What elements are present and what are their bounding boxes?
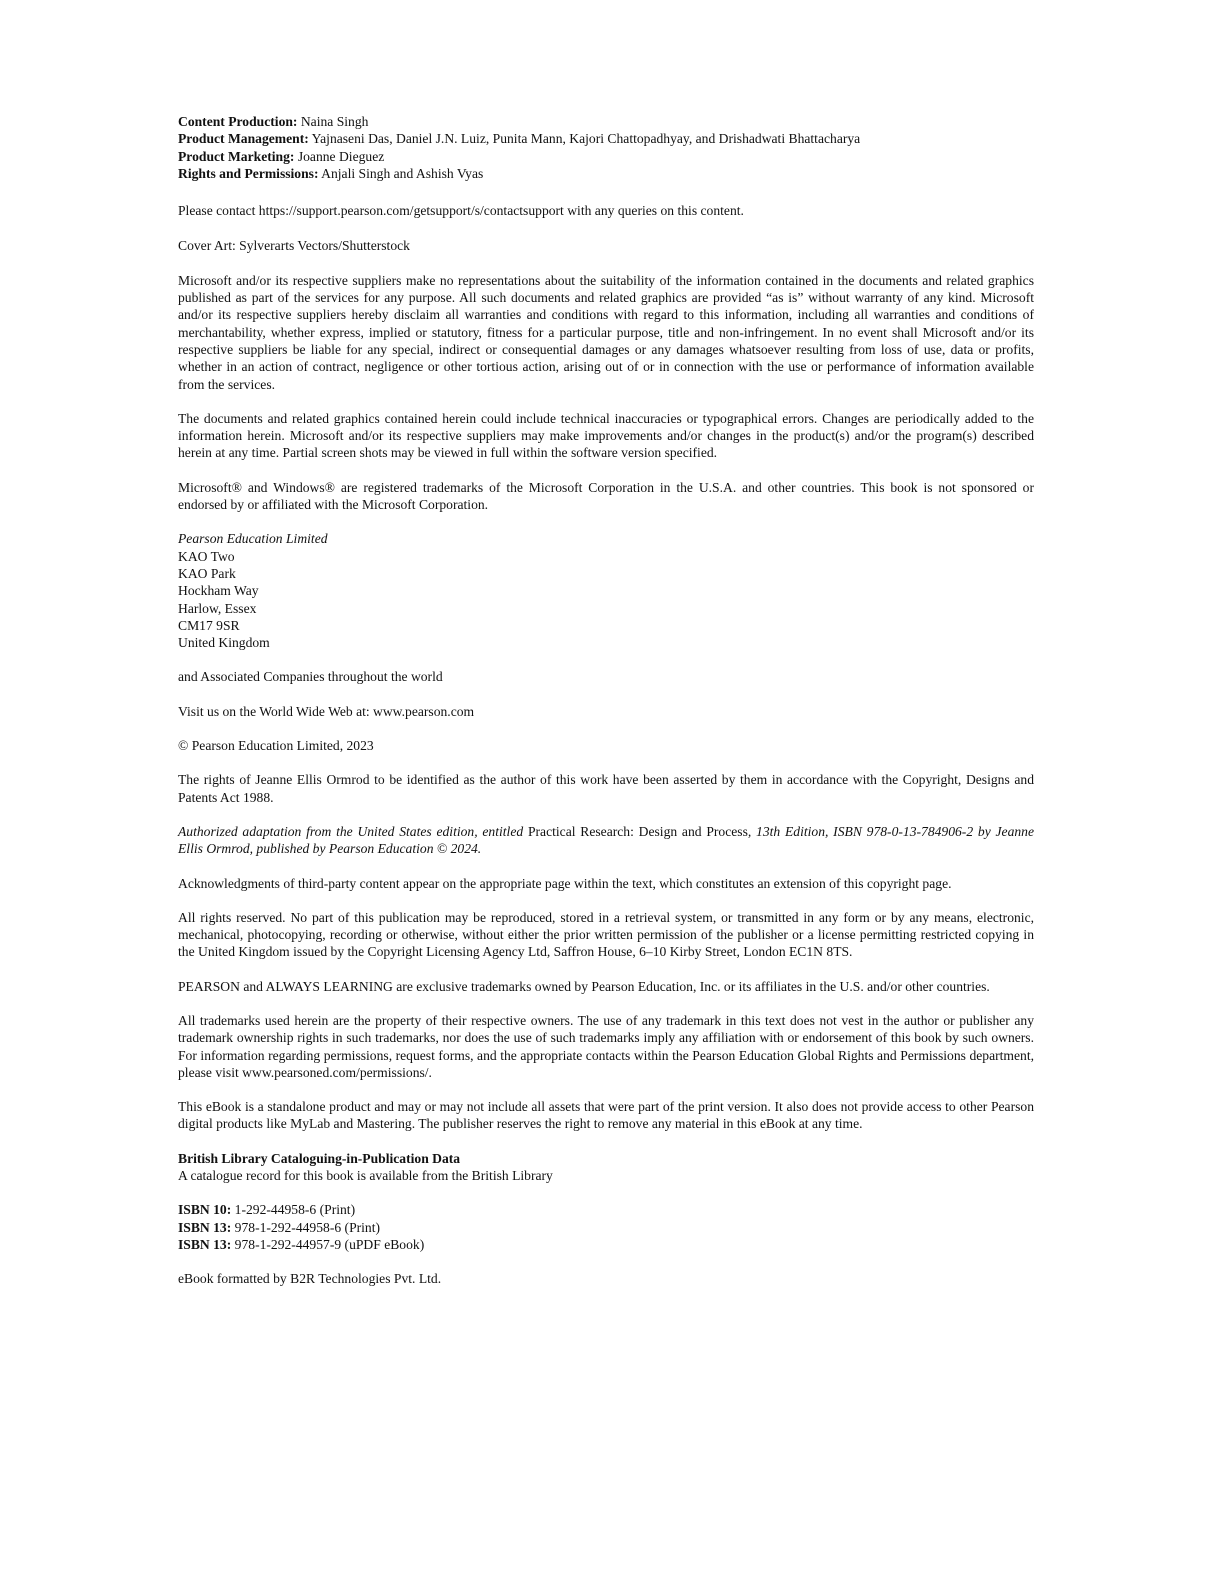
credit-label: Rights and Permissions:	[178, 165, 319, 181]
credit-value: Yajnaseni Das, Daniel J.N. Luiz, Punita Mann, Kajori Chattopadhyay, and Drishadwati Bhattacharya	[311, 131, 861, 147]
adaptation-suffix: , 13th Edition, ISBN 978-0-13-784906-2 by Jeanne Ellis Ormrod, published by Pearson Education © 2024.	[178, 823, 1034, 857]
address-line: Hockham Way	[178, 583, 259, 599]
credit-product-management	[178, 130, 1034, 147]
microsoft-trademarks-paragraph: Microsoft® and Windows® are registered trademarks of the Microsoft Corporation in the U.S.A. and other countries. This book is not sponsored or endorsed by or affiliated with the Microsoft Corporation.	[178, 479, 1034, 513]
address-line: United Kingdom	[178, 635, 270, 651]
isbn-label: ISBN 13:	[178, 1219, 232, 1235]
isbn-label: ISBN 10:	[178, 1202, 232, 1218]
author-rights-paragraph: The rights of Jeanne Ellis Ormrod to be identified as the author of this work have been asserted by them in accordance with the Copyright, Designs and Patents Act 1988.	[178, 772, 1034, 805]
credit-product-marketing	[178, 148, 1034, 165]
isbn-value: 1-292-44958-6 (Print)	[234, 1202, 356, 1218]
credit-label: Content Production:	[178, 114, 298, 129]
address-line: CM17 9SR	[178, 617, 240, 633]
acknowledgments-paragraph: Acknowledgments of third-party content appear on the appropriate page within the text, which constitutes an extension of this copyright page.	[178, 875, 952, 891]
isbn-value: 978-1-292-44958-6 (Print)	[234, 1219, 381, 1235]
adaptation-paragraph	[178, 823, 1034, 858]
credit-label: Product Management:	[178, 131, 309, 147]
formatted-by-line: eBook formatted by B2R Technologies Pvt. Ltd.	[178, 1271, 442, 1287]
copyright-line: © Pearson Education Limited, 2023	[178, 738, 374, 754]
publisher-address	[178, 530, 1034, 651]
microsoft-disclaimer-paragraph: Microsoft and/or its respective suppliers make no representations about the suitability of the information contained in the documents and related graphics published as part of the services for any purpose. All such documents and related graphics are provided “as is” without warranty of any kind. Microsoft and/or its respective suppliers hereby disclaim all warranties and conditions with regard to this information, including all warranties and conditions of merchantability, whether express, implied or statutory, fitness for a particular purpose, title and non-infringement. In no event shall Microsoft and/or its respective suppliers be liable for any special, indirect or consequential damages or any damages whatsoever resulting from loss of use, data or profits, whether in an action of contract, negligence or other tortious action, arising out of or in connection with the use or performance of information available from the services.	[178, 272, 1034, 392]
all-trademarks-paragraph: All trademarks used herein are the property of their respective owners. The use of any trademark in this text does not vest in the author or publisher any trademark ownership rights in such trademarks, nor does the use of such trademarks imply any affiliation with or endorsement of this book by such owners. For information regarding permissions, request forms, and the appropriate contacts within the Pearson Education Global Rights and Permissions department, please visit www.pearsoned.com/permissions/.	[178, 1012, 1034, 1080]
isbn-value: 978-1-292-44957-9 (uPDF eBook)	[234, 1236, 425, 1252]
address-line: Harlow, Essex	[178, 600, 257, 616]
isbn-block	[178, 1201, 1034, 1253]
address-line: KAO Two	[178, 548, 235, 564]
cip-text: A catalogue record for this book is available from the British Library	[178, 1168, 553, 1184]
associated-companies-line: and Associated Companies throughout the world	[178, 669, 443, 685]
isbn-line	[178, 1236, 1034, 1253]
cover-art-credit: Cover Art: Sylverarts Vectors/Shutterstock	[178, 238, 410, 254]
isbn-line	[178, 1201, 1034, 1218]
publisher-name: Pearson Education Limited	[178, 531, 328, 547]
credit-content-production	[178, 113, 1034, 130]
credit-value: Joanne Dieguez	[297, 148, 385, 164]
credit-label: Product Marketing:	[178, 148, 295, 164]
adaptation-prefix: Authorized adaptation from the United States edition, entitled	[178, 823, 524, 839]
cip-block	[178, 1150, 1034, 1185]
pearson-trademarks-paragraph: PEARSON and ALWAYS LEARNING are exclusive trademarks owned by Pearson Education, Inc. or its affiliates in the U.S. and/or other countries.	[178, 978, 990, 994]
isbn-line	[178, 1219, 1034, 1236]
adaptation-title: Practical Research: Design and Process	[527, 823, 748, 839]
isbn-label: ISBN 13:	[178, 1236, 232, 1252]
cip-heading: British Library Cataloguing-in-Publication Data	[178, 1150, 461, 1166]
credit-rights-permissions	[178, 165, 1034, 182]
address-line: KAO Park	[178, 565, 236, 581]
credit-value: Anjali Singh and Ashish Vyas	[321, 165, 484, 181]
website-line: Visit us on the World Wide Web at: www.pearson.com	[178, 703, 475, 719]
credit-value: Naina Singh	[300, 114, 369, 129]
copyright-page	[178, 113, 1034, 1288]
all-rights-reserved-paragraph: All rights reserved. No part of this publication may be reproduced, stored in a retrieval system, or transmitted in any form or by any means, electronic, mechanical, photocopying, recording or otherwise, without either the prior written permission of the publisher or a license permitting restricted copying in the United Kingdom issued by the Copyright Licensing Agency Ltd, Saffron House, 6–10 Kirby Street, London EC1N 8TS.	[178, 909, 1034, 960]
microsoft-disclaimer-paragraph-2: The documents and related graphics contained herein could include technical inaccuracies or typographical errors. Changes are periodically added to the information herein. Microsoft and/or its respective suppliers may make improvements and/or changes in the product(s) and/or the program(s) described herein at any time. Partial screen shots may be viewed in full within the software version specified.	[178, 410, 1034, 461]
contact-line: Please contact https://support.pearson.com/getsupport/s/contactsupport with any queries on this content.	[178, 203, 744, 219]
credits-block	[178, 113, 1034, 182]
ebook-note-paragraph: This eBook is a standalone product and may or may not include all assets that were part of the print version. It also does not provide access to other Pearson digital products like MyLab and Mastering. The publisher reserves the right to remove any material in this eBook at any time.	[178, 1099, 1034, 1132]
